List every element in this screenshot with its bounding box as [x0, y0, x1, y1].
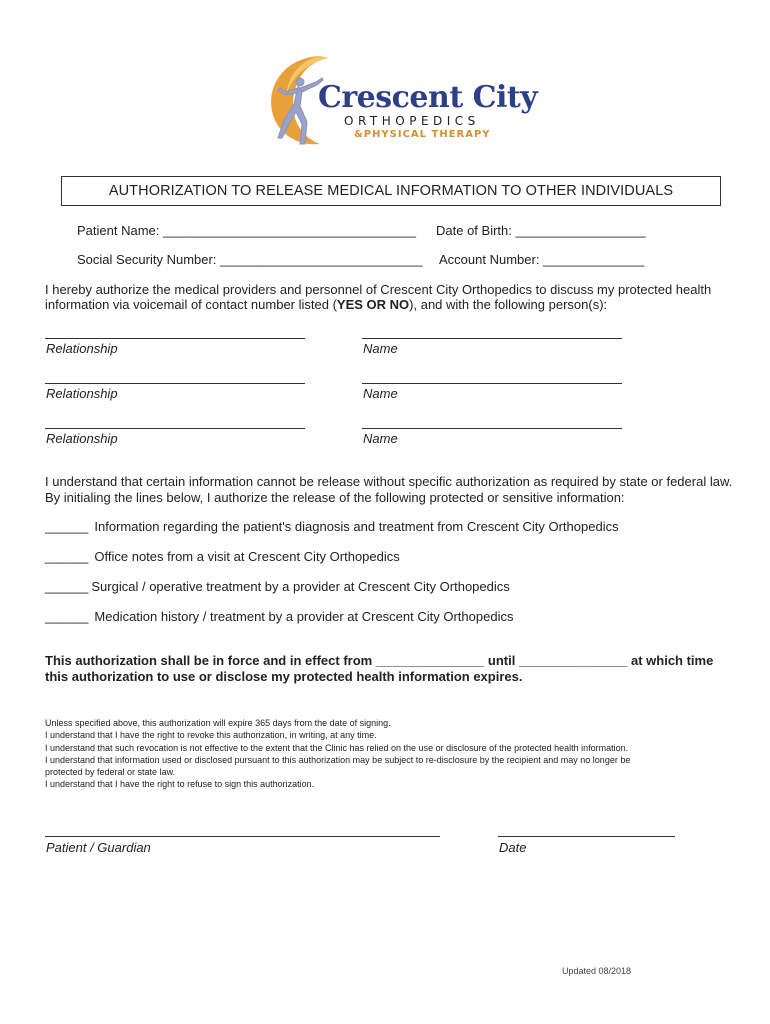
form-title: AUTHORIZATION TO RELEASE MEDICAL INFORMATION TO OTHER INDIVIDUALS: [61, 176, 721, 206]
fine-print-line: I understand that such revocation is not effective to the extent that the Clinic has relied on the use or disclosure of the protected health information.: [45, 742, 629, 753]
initial-blank[interactable]: ______: [45, 579, 89, 594]
relationship-label: Relationship: [46, 431, 118, 446]
initial-blank[interactable]: ______: [45, 609, 89, 624]
updated-date: Updated 08/2018: [562, 966, 632, 976]
initial-blank[interactable]: ______: [45, 519, 89, 534]
name-label: Name: [363, 386, 398, 401]
fine-print: [45, 717, 735, 791]
logo-name-line1: Crescent City: [318, 80, 538, 115]
force-statement-line-2: this authorization to use or disclose my protected health information expires.: [45, 669, 523, 684]
fine-print-line: protected by federal or state law.: [45, 767, 176, 778]
initial-blank[interactable]: ______: [45, 549, 89, 564]
fine-print-line: I understand that information used or disclosed pursuant to this authorization may be subject to re-disclosure by the recipient and may no longer be: [45, 754, 631, 765]
date-label: Date: [499, 840, 527, 855]
logo-name-line2: ORTHOPEDICS: [344, 114, 480, 128]
fine-print-line: I understand that I have the right to refuse to sign this authorization.: [45, 779, 315, 790]
force-statement-line-1[interactable]: This authorization shall be in force and in effect from _______________ until _______________ at which time: [45, 653, 714, 668]
name-label: Name: [363, 431, 398, 446]
relationship-label: Relationship: [46, 341, 118, 356]
name-line-3[interactable]: [362, 428, 622, 429]
date-of-birth-field[interactable]: Date of Birth: __________________: [436, 223, 646, 238]
name-line-1[interactable]: [362, 338, 622, 339]
date-signature-line[interactable]: [498, 836, 675, 837]
clinic-logo: [250, 52, 540, 152]
account-number-field[interactable]: Account Number: ______________: [439, 252, 645, 267]
yes-or-no-option: YES OR NO: [336, 297, 410, 312]
fine-print-line: Unless specified above, this authorization will expire 365 days from the date of signing.: [45, 718, 391, 728]
relationship-line-1[interactable]: [45, 338, 305, 339]
understand-line-1: I understand that certain information cannot be release without specific authorization as required by state or federal law.: [45, 474, 733, 489]
name-label: Name: [363, 341, 398, 356]
logo-name-line3: &PHYSICAL THERAPY: [354, 129, 491, 140]
relationship-label: Relationship: [46, 386, 118, 401]
relationship-line-2[interactable]: [45, 383, 305, 384]
ssn-field[interactable]: Social Security Number: ____________________________: [77, 252, 423, 267]
initial-item-surgical[interactable]: ______ Surgical / operative treatment by a provider at Crescent City Orthopedics: [45, 579, 510, 594]
authorize-line-2: information via voicemail of contact number listed (YES OR NO), and with the following person(s):: [45, 297, 608, 312]
initial-item-medication[interactable]: ______ Medication history / treatment by a provider at Crescent City Orthopedics: [45, 609, 514, 624]
authorize-line-1: I hereby authorize the medical providers and personnel of Crescent City Orthopedics to discuss my protected health: [45, 282, 712, 297]
patient-guardian-label: Patient / Guardian: [46, 840, 151, 855]
understand-line-2: By initialing the lines below, I authorize the release of the following protected or sensitive information:: [45, 490, 625, 505]
name-line-2[interactable]: [362, 383, 622, 384]
patient-signature-line[interactable]: [45, 836, 440, 837]
initial-item-office-notes[interactable]: ______ Office notes from a visit at Crescent City Orthopedics: [45, 549, 400, 564]
patient-name-field[interactable]: Patient Name: ___________________________________: [77, 223, 417, 238]
relationship-line-3[interactable]: [45, 428, 305, 429]
fine-print-line: I understand that I have the right to revoke this authorization, in writing, at any time.: [45, 730, 377, 741]
initial-item-diagnosis[interactable]: ______ Information regarding the patient's diagnosis and treatment from Crescent City Orthopedics: [45, 519, 619, 534]
